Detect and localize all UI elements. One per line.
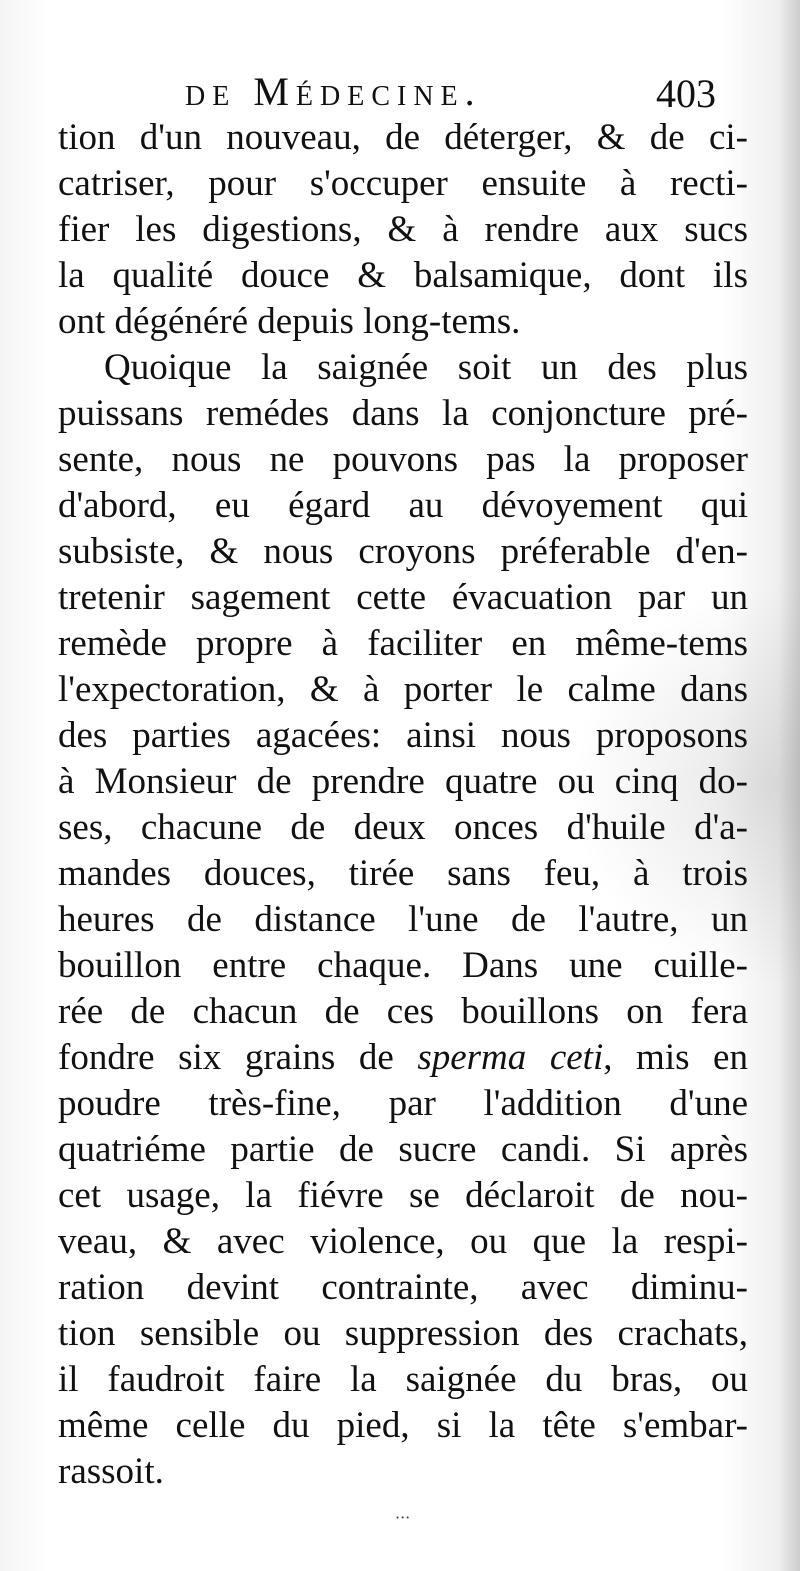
- running-head: de Médecine.: [185, 69, 482, 114]
- text-line: ont dégénéré depuis long-tems.: [58, 301, 521, 342]
- text-line: subsiste, & nous croyons préferable d'en-: [58, 531, 748, 572]
- text-line: tretenir sagement cette évacuation par un: [58, 577, 748, 618]
- text-line: tion sensible ou suppression des crachats,: [58, 1313, 748, 1354]
- text-line: d'abord, eu égard au dévoyement qui: [58, 485, 748, 526]
- text-line: veau, & avec violence, ou que la respi-: [58, 1221, 748, 1262]
- page-number: 403: [656, 71, 716, 116]
- text-line: à Monsieur de prendre quatre ou cinq do-: [58, 761, 748, 802]
- text-line: [58, 1035, 748, 1081]
- text-line: rée de chacun de ces bouillons on fera: [58, 991, 748, 1032]
- text-line: il faudroit faire la saignée du bras, ou: [58, 1359, 748, 1400]
- text-line: ration devint contrainte, avec diminu-: [58, 1267, 748, 1308]
- text-line: la qualité douce & balsamique, dont ils: [58, 255, 748, 296]
- text-line: tion d'un nouveau, de déterger, & de ci-: [58, 117, 748, 158]
- page-edge-shadow: [778, 0, 800, 1571]
- text-line: mandes douces, tirée sans feu, à trois: [58, 853, 748, 894]
- text-segment: fondre six grains de: [58, 1037, 418, 1078]
- text-line: fier les digestions, & à rendre aux sucs: [58, 209, 748, 250]
- text-line: l'expectoration, & à porter le calme dans: [58, 669, 748, 710]
- text-line: Quoique la saignée soit un des plus: [104, 347, 748, 388]
- text-line: quatriéme partie de sucre candi. Si après: [58, 1129, 748, 1170]
- text-line: poudre très-fine, par l'addition d'une: [58, 1083, 748, 1124]
- text-line: des parties agacées: ainsi nous proposons: [58, 715, 748, 756]
- text-line: sente, nous ne pouvons pas la proposer: [58, 439, 748, 480]
- text-line: même celle du pied, si la tête s'embar-: [58, 1405, 748, 1446]
- text-line: catriser, pour s'occuper ensuite à recti-: [58, 163, 748, 204]
- text-line: puissans remédes dans la conjoncture pré-: [58, 393, 748, 434]
- text-segment: , mis en: [603, 1037, 748, 1078]
- body-text: [58, 115, 748, 1495]
- text-line: rassoit.: [58, 1451, 164, 1492]
- text-line: cet usage, la fiévre se déclaroit de nou-: [58, 1175, 748, 1216]
- italic-term: sperma ceti: [417, 1037, 604, 1078]
- text-line: remède propre à faciliter en même-tems: [58, 623, 748, 664]
- text-line: heures de distance l'une de l'autre, un: [58, 899, 748, 940]
- text-line: ses, chacune de deux onces d'huile d'a-: [58, 807, 748, 848]
- text-line: bouillon entre chaque. Dans une cuille-: [58, 945, 748, 986]
- footer-mark: ···: [395, 1508, 411, 1527]
